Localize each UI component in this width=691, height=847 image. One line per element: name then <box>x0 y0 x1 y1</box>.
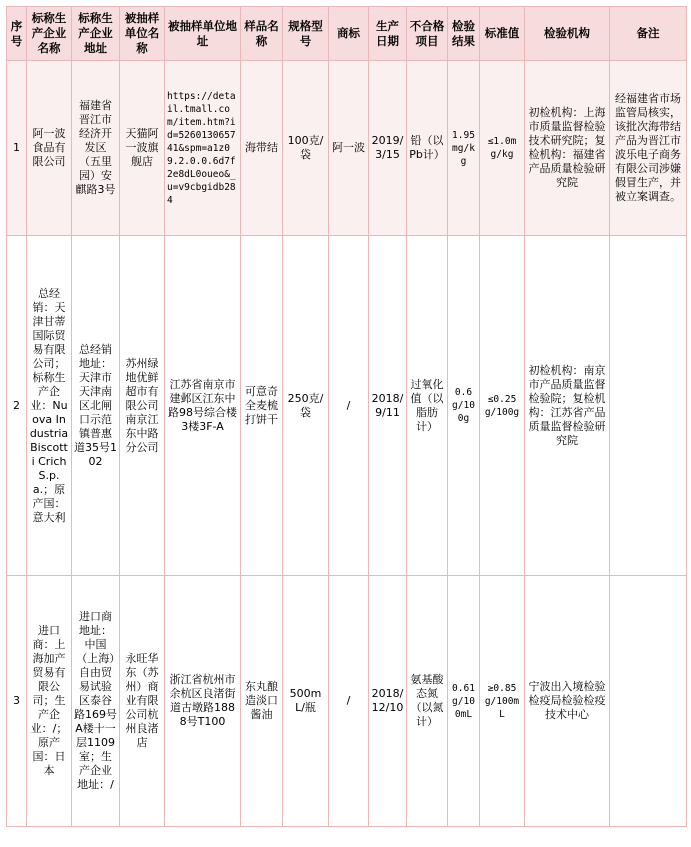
cell-date: 2018/12/10 <box>369 576 407 827</box>
cell-producer: 总经销：天津甘蒂国际贸易有限公司；标称生产企业：Nuova Industria Biscotti Crich S.p.a.；原产国：意大利 <box>27 236 72 576</box>
cell-org: 初检机构：南京市产品质量监督检验院；复检机构：江苏省产品质量监督检验研究院 <box>525 236 610 576</box>
table-row <box>7 576 687 827</box>
cell-result: 0.6g/100g <box>448 236 480 576</box>
header-producer-address: 标称生产企业地址 <box>72 7 120 61</box>
cell-sample-name: 可意奇 全麦梳打饼干 <box>241 236 283 576</box>
cell-sampled-address: https://detail.tmall.com/item.htm?id=526013065741&spm=a1z09.2.0.0.6d7f2e8dL0oueo&_u=v9cbgidb284 <box>165 61 241 236</box>
cell-producer: 进口商：上海加产贸易有限公司；生产企业：/；原产国：日本 <box>27 576 72 827</box>
cell-spec: 250克/袋 <box>283 236 329 576</box>
cell-no: 3 <box>7 576 27 827</box>
header-failed-item: 不合格项目 <box>407 7 448 61</box>
cell-remark <box>610 576 687 827</box>
cell-spec: 500mL/瓶 <box>283 576 329 827</box>
cell-standard: ≥0.85g/100mL <box>480 576 525 827</box>
cell-brand: 阿一波 <box>329 61 369 236</box>
table-row <box>7 61 687 236</box>
cell-sample-name: 东丸酿造淡口酱油 <box>241 576 283 827</box>
cell-brand: / <box>329 236 369 576</box>
cell-org: 宁波出入境检验检疫局检验检疫技术中心 <box>525 576 610 827</box>
cell-no: 2 <box>7 236 27 576</box>
cell-date: 2019/3/15 <box>369 61 407 236</box>
header-standard: 标准值 <box>480 7 525 61</box>
cell-sampled-address: 浙江省杭州市余杭区良渚街道古墩路1888号T100 <box>165 576 241 827</box>
cell-spec: 100克/袋 <box>283 61 329 236</box>
cell-failed-item: 过氧化值（以脂肪计） <box>407 236 448 576</box>
table-row <box>7 236 687 576</box>
cell-date: 2018/9/11 <box>369 236 407 576</box>
header-brand: 商标 <box>329 7 369 61</box>
cell-producer-address: 进口商地址：中国（上海）自由贸易试验区泰谷路169号A楼十一层1109室；生产企业地址：/ <box>72 576 120 827</box>
cell-sampled-address: 江苏省南京市建邺区江东中路98号综合楼3楼3F-A <box>165 236 241 576</box>
cell-sample-name: 海带结 <box>241 61 283 236</box>
cell-sampled-unit: 永旺华东（苏州）商业有限公司杭州良渚店 <box>120 576 165 827</box>
header-remark: 备注 <box>610 7 687 61</box>
cell-sampled-unit: 天猫阿一波旗舰店 <box>120 61 165 236</box>
cell-standard: ≤1.0mg/kg <box>480 61 525 236</box>
header-sample-name: 样品名称 <box>241 7 283 61</box>
cell-org: 初检机构：上海市质量监督检验技术研究院；复检机构：福建省产品质量检验研究院 <box>525 61 610 236</box>
cell-standard: ≤0.25g/100g <box>480 236 525 576</box>
cell-no: 1 <box>7 61 27 236</box>
header-row <box>7 7 687 61</box>
cell-result: 1.95mg/kg <box>448 61 480 236</box>
header-spec: 规格型号 <box>283 7 329 61</box>
inspection-table <box>6 6 687 827</box>
header-sampled-address: 被抽样单位地址 <box>165 7 241 61</box>
cell-sampled-unit: 苏州绿地优鲜超市有限公司南京江东中路分公司 <box>120 236 165 576</box>
header-producer: 标称生产企业名称 <box>27 7 72 61</box>
header-no: 序号 <box>7 7 27 61</box>
cell-remark <box>610 236 687 576</box>
header-date: 生产日期 <box>369 7 407 61</box>
cell-brand: / <box>329 576 369 827</box>
cell-producer: 阿一波食品有限公司 <box>27 61 72 236</box>
cell-remark: 经福建省市场监管局核实，该批次海带结产品为晋江市波乐电子商务有限公司涉嫌假冒生产，并被立案调查。 <box>610 61 687 236</box>
cell-producer-address: 总经销地址：天津市天津南区北闸口示范镇普惠道35号102 <box>72 236 120 576</box>
cell-failed-item: 氨基酸态氮（以氮计） <box>407 576 448 827</box>
cell-failed-item: 铅（以Pb计） <box>407 61 448 236</box>
header-result: 检验结果 <box>448 7 480 61</box>
header-sampled-unit: 被抽样单位名称 <box>120 7 165 61</box>
cell-result: 0.61g/100mL <box>448 576 480 827</box>
header-org: 检验机构 <box>525 7 610 61</box>
cell-producer-address: 福建省晋江市经济开发区（五里园）安麒路3号 <box>72 61 120 236</box>
